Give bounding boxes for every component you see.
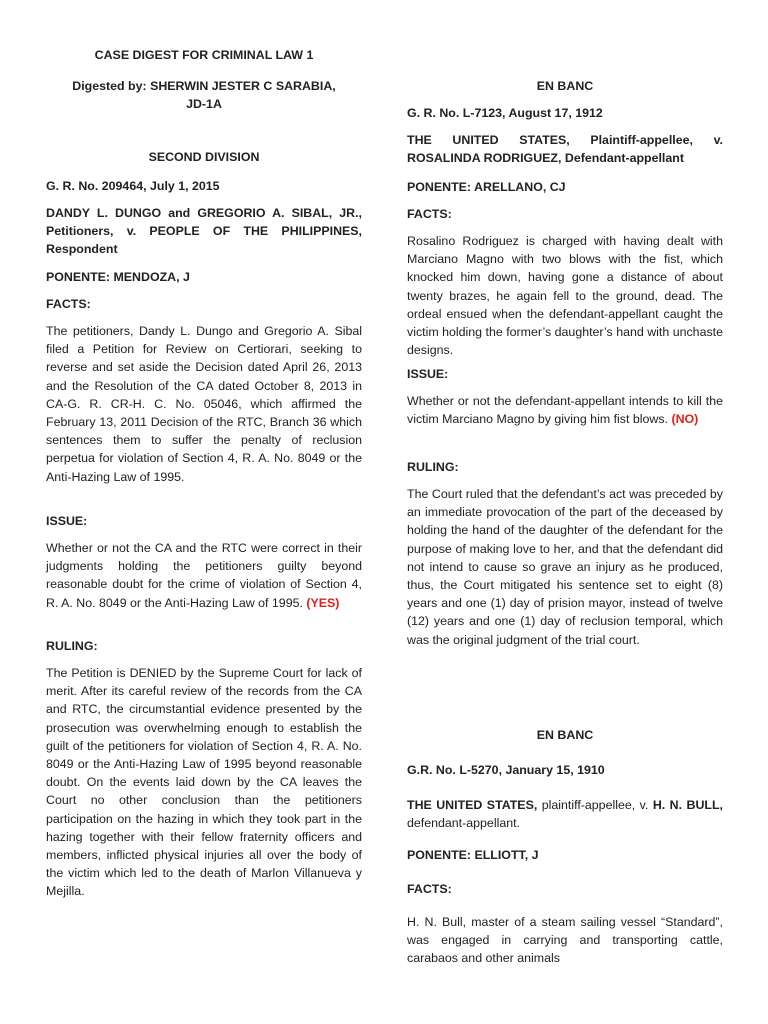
ruling-heading: RULING: (46, 639, 98, 653)
facts-text: The petitioners, Dandy L. Dungo and Gregorio A. Sibal filed a Petition for Review on Certiorari, seeking to reverse and set aside the Decision dated April 26, 2013 and the Resolution of the CA dated October 8, 2013 in CA-G. R. CR-H. C. No. 05046, which affirmed the February 13, 2011 Decision of the RTC, Branch 36 which sentences them to suffer the penalty of reclusion perpetua for violation of Section 4, R. A. No. 8049 or the Anti-Hazing Law of 1995. (46, 324, 362, 484)
case1-number: G. R. No. L-7123, August 17, 1912 (407, 106, 603, 120)
ruling-text: The Petition is DENIED by the Supreme Court for lack of merit. After its careful review of the records from the CA and RTC, the circumstantial evidence presented by the prosecution was overwhelming enough to establish the guilt of the petitioners for violation of Section 4, R. A. No. 8049 or the Anti-Hazing Law of 1995 beyond reasonable doubt. On the events laid down by the CA leaves the Court no other conclusion than the petitioners participation on the hazing in which they took part in the hazing together with their fellow fraternity officers and members, inflicted physical injuries all over the body of the victim which led to the death of Marlon Villanueva y Mejilla. (46, 666, 362, 899)
digested-by-line2: JD-1A (186, 97, 222, 112)
case1-issue-heading: ISSUE: (407, 367, 449, 381)
document-title: CASE DIGEST FOR CRIMINAL LAW 1 (94, 48, 314, 62)
case2-facts-text: H. N. Bull, master of a steam sailing vessel “Standard”, was engaged in carrying and transporting cattle, carabaos and other animals (407, 915, 723, 966)
case1-ruling-heading: RULING: (407, 460, 459, 474)
issue-answer-badge: (YES) (306, 595, 340, 610)
case2-plaintiff: THE UNITED STATES, (407, 798, 538, 812)
ponente: PONENTE: MENDOZA, J (46, 270, 190, 284)
case1-division-heading: EN BANC (536, 79, 594, 93)
issue-question: Whether or not the CA and the RTC were correct in their judgments holding the petitioners guilty beyond reasonable doubt for the crime of violation of Section 4, R. A. No. 8049 or the Anti-Hazing Law of 1995. (46, 541, 362, 610)
case1-facts-text: Rosalino Rodriguez is charged with having dealt with Marciano Magno with two blows with the fist, which knocked him down, having gone a distance of about twenty brazes, he again fell to the ground, dead. The ordeal ensued when the defendant-appellant caught the victim holding the former’s daughter’s hand with unchaste designs. (407, 234, 723, 358)
case1-parties: THE UNITED STATES, Plaintiff-appellee, v. ROSALINDA RODRIGUEZ, Defendant-appellant (407, 133, 723, 166)
digested-by (46, 77, 362, 113)
case-parties: DANDY L. DUNGO and GREGORIO A. SIBAL, JR., Petitioners, v. PEOPLE OF THE PHILIPPINES, Respondent (46, 206, 362, 257)
case2-defendant-role: defendant-appellant. (407, 816, 520, 831)
case1-issue-text (407, 392, 723, 428)
division-heading: SECOND DIVISION (148, 150, 260, 164)
case1-ponente: PONENTE: ARELLANO, CJ (407, 180, 566, 194)
case1-facts-heading: FACTS: (407, 207, 452, 221)
case-number: G. R. No. 209464, July 1, 2015 (46, 179, 220, 193)
case2-plaintiff-role: plaintiff-appellee, v. (537, 798, 653, 812)
issue-text (46, 539, 362, 612)
case2-ponente: PONENTE: ELLIOTT, J (407, 848, 539, 862)
case2-number: G.R. No. L-5270, January 15, 1910 (407, 763, 605, 777)
case2-parties (407, 796, 723, 832)
facts-heading: FACTS: (46, 297, 91, 311)
case2-defendant: H. N. BULL, (652, 798, 723, 812)
case2-division-heading: EN BANC (536, 728, 594, 742)
case1-issue-question: Whether or not the defendant-appellant intends to kill the victim Marciano Magno by giving him fist blows. (407, 394, 723, 427)
case1-ruling-text: The Court ruled that the defendant’s act was preceded by an immediate provocation of the part of the deceased by holding the hand of the daughter of the defendant for the purpose of making love to her, and that the defendant did not intend to cause so grave an injury as he produced, thus, the Court mitigated his sentence set to eight (8) years and one (1) day of prision mayor, instead of twelve (12) years and one (1) day of reclusion temporal, which was the original judgment of the trial court. (407, 487, 723, 647)
case1-issue-answer-badge: (NO) (671, 412, 699, 427)
case2-facts-heading: FACTS: (407, 882, 452, 896)
issue-heading: ISSUE: (46, 514, 88, 528)
digested-by-line1: Digested by: SHERWIN JESTER C SARABIA, (72, 79, 336, 93)
